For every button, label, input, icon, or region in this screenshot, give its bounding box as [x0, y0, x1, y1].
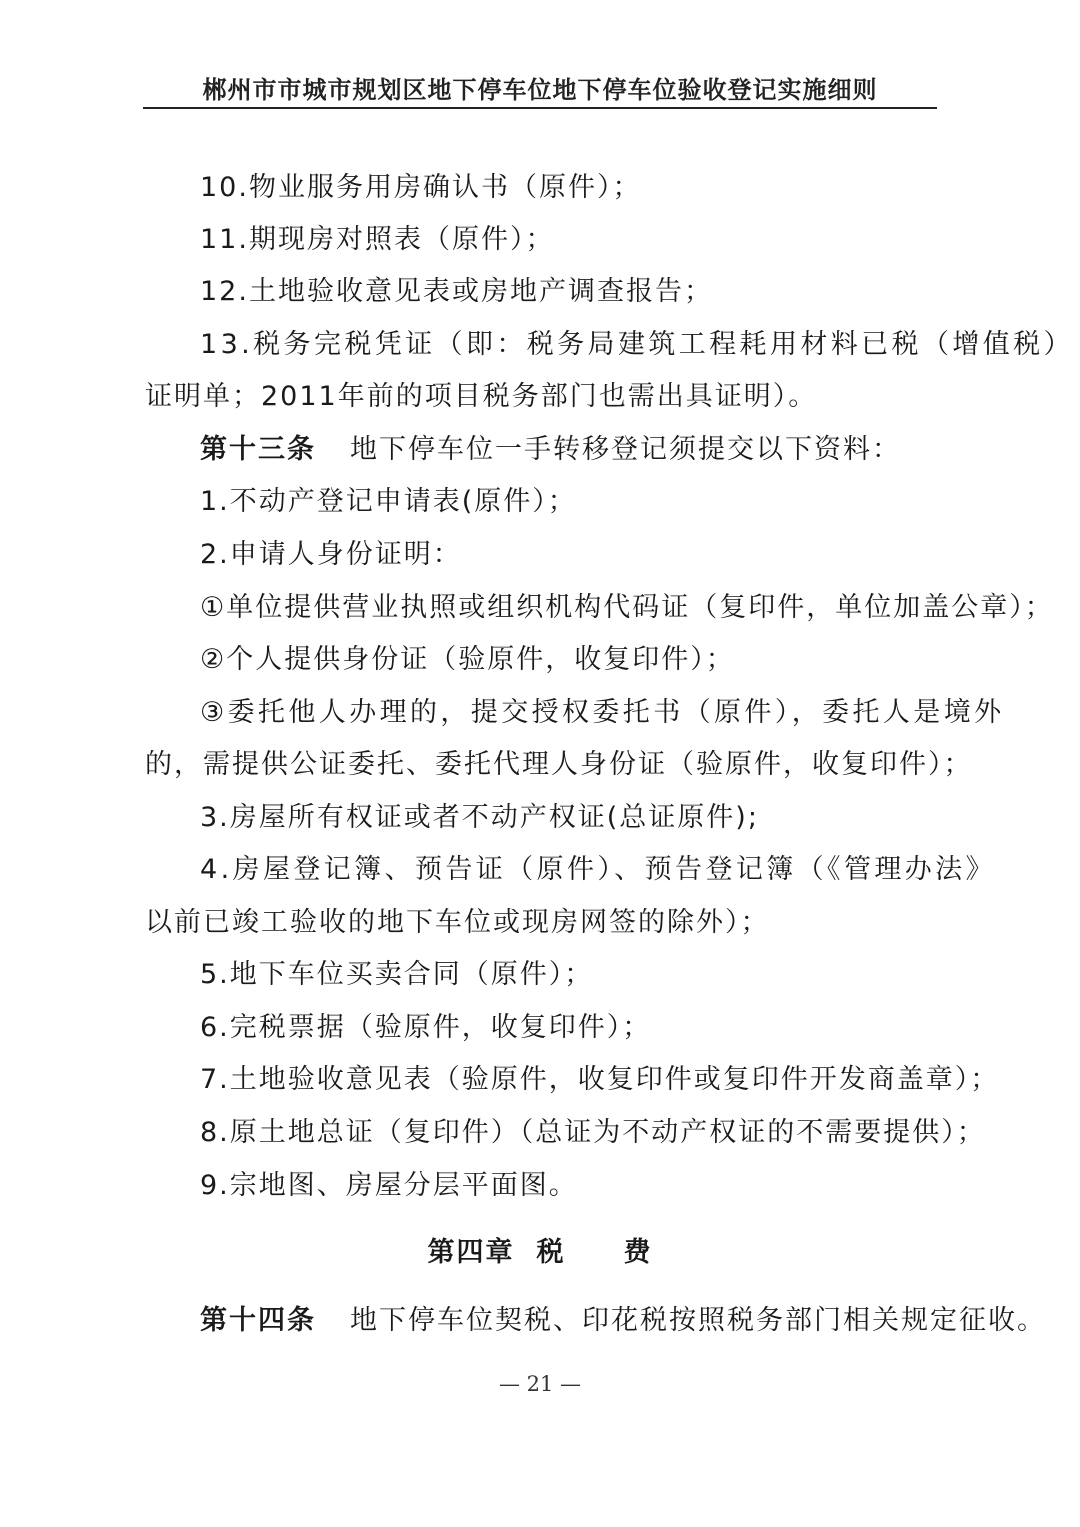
- list-item: 6.完税票据（验原件，收复印件）；: [200, 1012, 652, 1043]
- list-item-continuation: 的，需提供公证委托、委托代理人身份证（验原件，收复印件）；: [145, 749, 973, 780]
- article-14-label: 第十四条: [200, 1305, 316, 1336]
- running-header: 郴州市市城市规划区地下停车位地下停车位验收登记实施细则: [202, 76, 878, 104]
- chapter-heading: [0, 1233, 1080, 1273]
- list-item-continuation: 以前已竣工验收的地下车位或现房网签的除外）；: [145, 907, 770, 938]
- article-14-text: 地下停车位契税、印花税按照税务部门相关规定征收。: [350, 1305, 1046, 1336]
- list-item: 5.地下车位买卖合同（原件）；: [200, 959, 594, 990]
- list-item: 9.宗地图、房屋分层平面图。: [200, 1170, 578, 1201]
- list-item: 10.物业服务用房确认书（原件）；: [200, 172, 642, 203]
- list-item: 2.申请人身份证明：: [200, 539, 462, 570]
- list-item: 11.期现房对照表（原件）；: [200, 224, 555, 255]
- article-13-label: 第十三条: [200, 434, 316, 465]
- list-item: ②个人提供身份证（验原件，收复印件）；: [200, 644, 735, 675]
- list-item: 4.房屋登记簿、预告证（原件）、预告登记簿（《管理办法》: [200, 854, 996, 885]
- chapter-word-1: 税: [536, 1237, 566, 1268]
- article-13: [0, 430, 1080, 470]
- list-item: 1.不动产登记申请表(原件）；: [200, 486, 577, 517]
- chapter-number: 第四章: [427, 1237, 515, 1268]
- list-item: 8.原土地总证（复印件）（总证为不动产权证的不需要提供）；: [200, 1117, 986, 1148]
- list-item: 13.税务完税凭证（即：税务局建筑工程耗用材料已税（增值税）: [200, 329, 1074, 360]
- list-item: 7.土地验收意见表（验原件，收复印件或复印件开发商盖章）；: [200, 1064, 1000, 1095]
- list-item: 12.土地验收意见表或房地产调查报告；: [200, 276, 713, 307]
- list-item: 3.房屋所有权证或者不动产权证(总证原件);: [200, 802, 759, 833]
- list-item: ③委托他人办理的，提交授权委托书（原件），委托人是境外: [200, 697, 1005, 728]
- list-item: ①单位提供营业执照或组织机构代码证（复印件，单位加盖公章）；: [200, 592, 1054, 623]
- header-divider: [143, 107, 937, 109]
- article-13-text: 地下停车位一手转移登记须提交以下资料：: [350, 434, 901, 465]
- chapter-word-2: 费: [623, 1237, 653, 1268]
- article-14: [0, 1301, 1080, 1341]
- page-number: — 21 —: [498, 1372, 582, 1396]
- list-item-continuation: 证明单；2011年前的项目税务部门也需出具证明）。: [145, 381, 818, 412]
